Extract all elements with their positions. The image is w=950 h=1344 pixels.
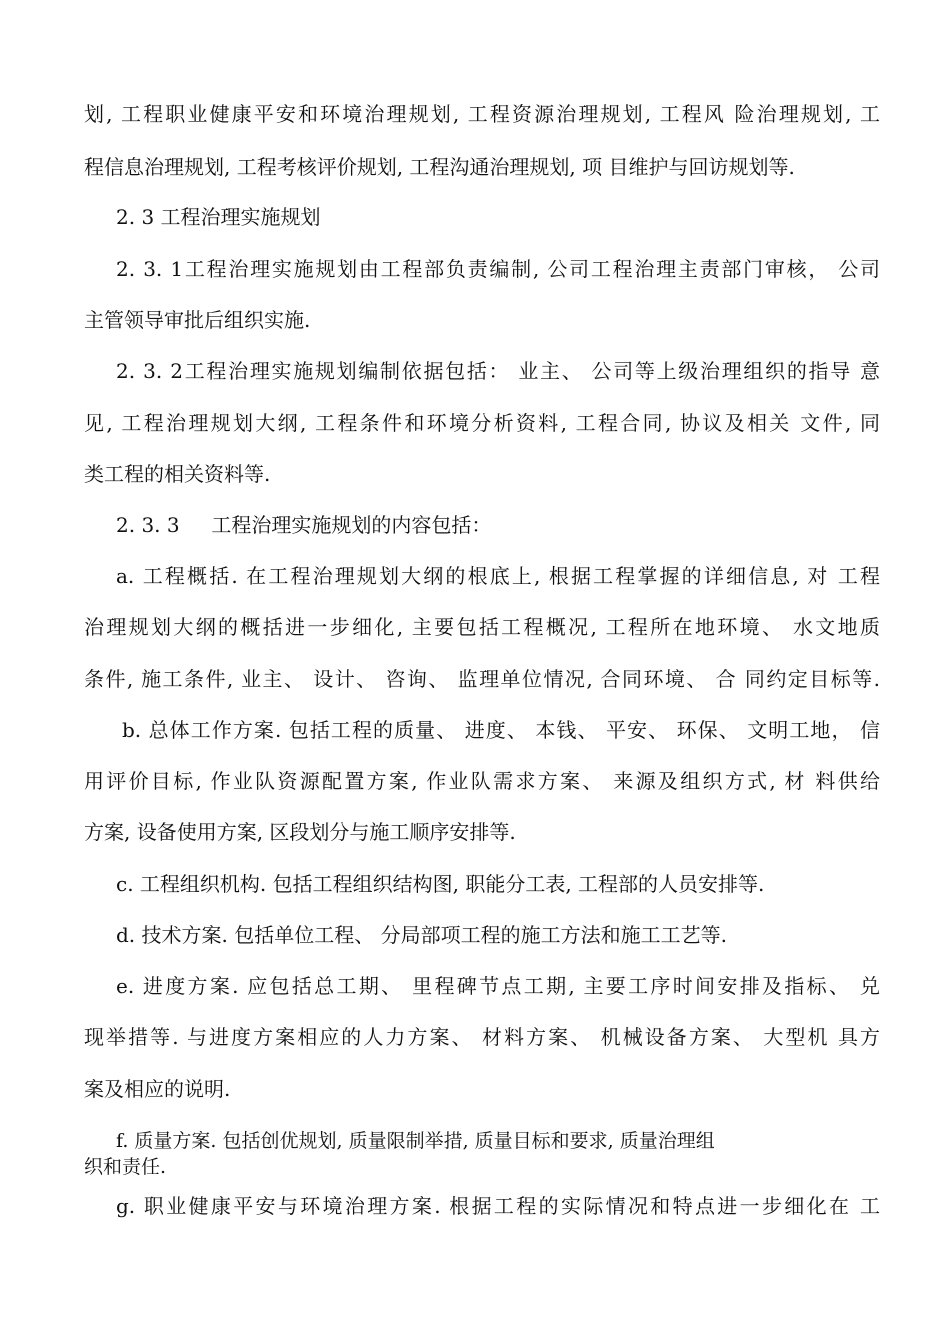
section-heading: 2. 3. 3 工程治理实施规划的内容包括： [116, 513, 492, 537]
text-line: 用评价目标, 作业队资源配置方案, 作业队需求方案、 来源及组织方式, 材 料供给 [84, 769, 880, 793]
text-line: a. 工程概括. 在工程治理规划大纲的根底上, 根据工程掌握的详细信息, 对 工程 [116, 564, 880, 588]
text-line: 2. 3. 1工程治理实施规划由工程部负责编制, 公司工程治理主责部门审核， 公司 [116, 257, 880, 281]
text-line: d. 技术方案. 包括单位工程、 分局部项工程的施工方法和施工工艺等. [116, 923, 727, 947]
text-line: 织和责任. [84, 1156, 167, 1178]
text-line: 主管领导审批后组织实施. [84, 308, 311, 332]
text-line: 2. 3. 2工程治理实施规划编制依据包括： 业主、 公司等上级治理组织的指导 意 [116, 359, 880, 383]
text-line: f. 质量方案. 包括创优规划, 质量限制举措, 质量目标和要求, 质量治理组 [116, 1130, 715, 1152]
text-line: 治理规划大纲的概括进一步细化, 主要包括工程概况, 工程所在地环境、 水文地质 [84, 615, 880, 639]
text-line: 条件, 施工条件, 业主、 设计、 咨询、 监理单位情况, 合同环境、 合 同约定目标等. [84, 667, 880, 691]
text-line: e. 进度方案. 应包括总工期、 里程碑节点工期, 主要工序时间安排及指标、 兑 [116, 974, 880, 998]
text-line: 案及相应的说明. [84, 1077, 231, 1101]
text-line: 类工程的相关资料等. [84, 462, 271, 486]
text-line: g. 职业健康平安与环境治理方案. 根据工程的实际情况和特点进一步细化在 工 [116, 1194, 880, 1218]
text-line: 见, 工程治理规划大纲, 工程条件和环境分析资料, 工程合同, 协议及相关 文件, 同 [84, 411, 880, 435]
text-line: 现举措等. 与进度方案相应的人力方案、 材料方案、 机械设备方案、 大型机 具方 [84, 1025, 880, 1049]
text-line: c. 工程组织机构. 包括工程组织结构图, 职能分工表, 工程部的人员安排等. [116, 872, 765, 896]
text-line: b. 总体工作方案. 包括工程的质量、 进度、 本钱、 平安、 环保、 文明工地， 信 [122, 718, 880, 742]
text-line: 程信息治理规划, 工程考核评价规划, 工程沟通治理规划, 项 目维护与回访规划等. [84, 155, 795, 179]
text-line: 方案, 设备使用方案, 区段划分与施工顺序安排等. [84, 820, 516, 844]
text-line: 划, 工程职业健康平安和环境治理规划, 工程资源治理规划, 工程风 险治理规划, 工 [84, 102, 880, 126]
section-heading: 2. 3 工程治理实施规划 [116, 205, 321, 229]
